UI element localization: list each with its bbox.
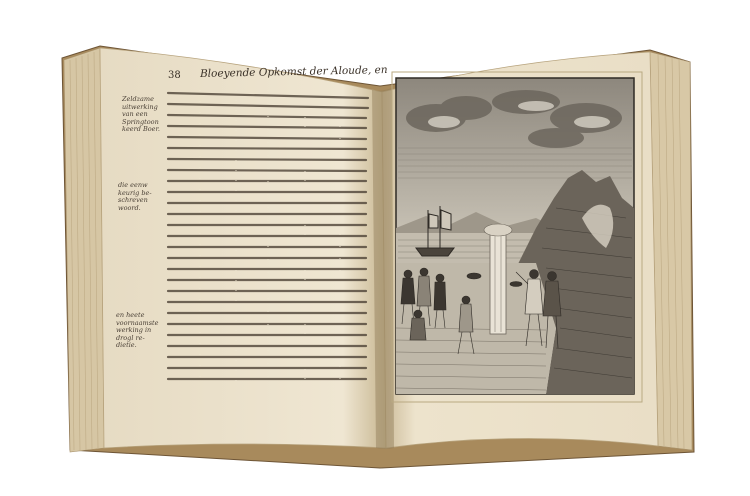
margin-note: Zeldzame uitwerking van een Springtoon keerd Boer.: [122, 95, 160, 133]
engraving: [396, 78, 634, 394]
margin-note: die eenw keurig be- schreven woord.: [118, 181, 152, 212]
page-number: 38: [168, 70, 181, 81]
running-head: Bloeyende Opkomst der Aloude, en: [199, 64, 388, 80]
margin-note: en heete voornaamste werking in drogl re- dietie.: [116, 311, 159, 349]
